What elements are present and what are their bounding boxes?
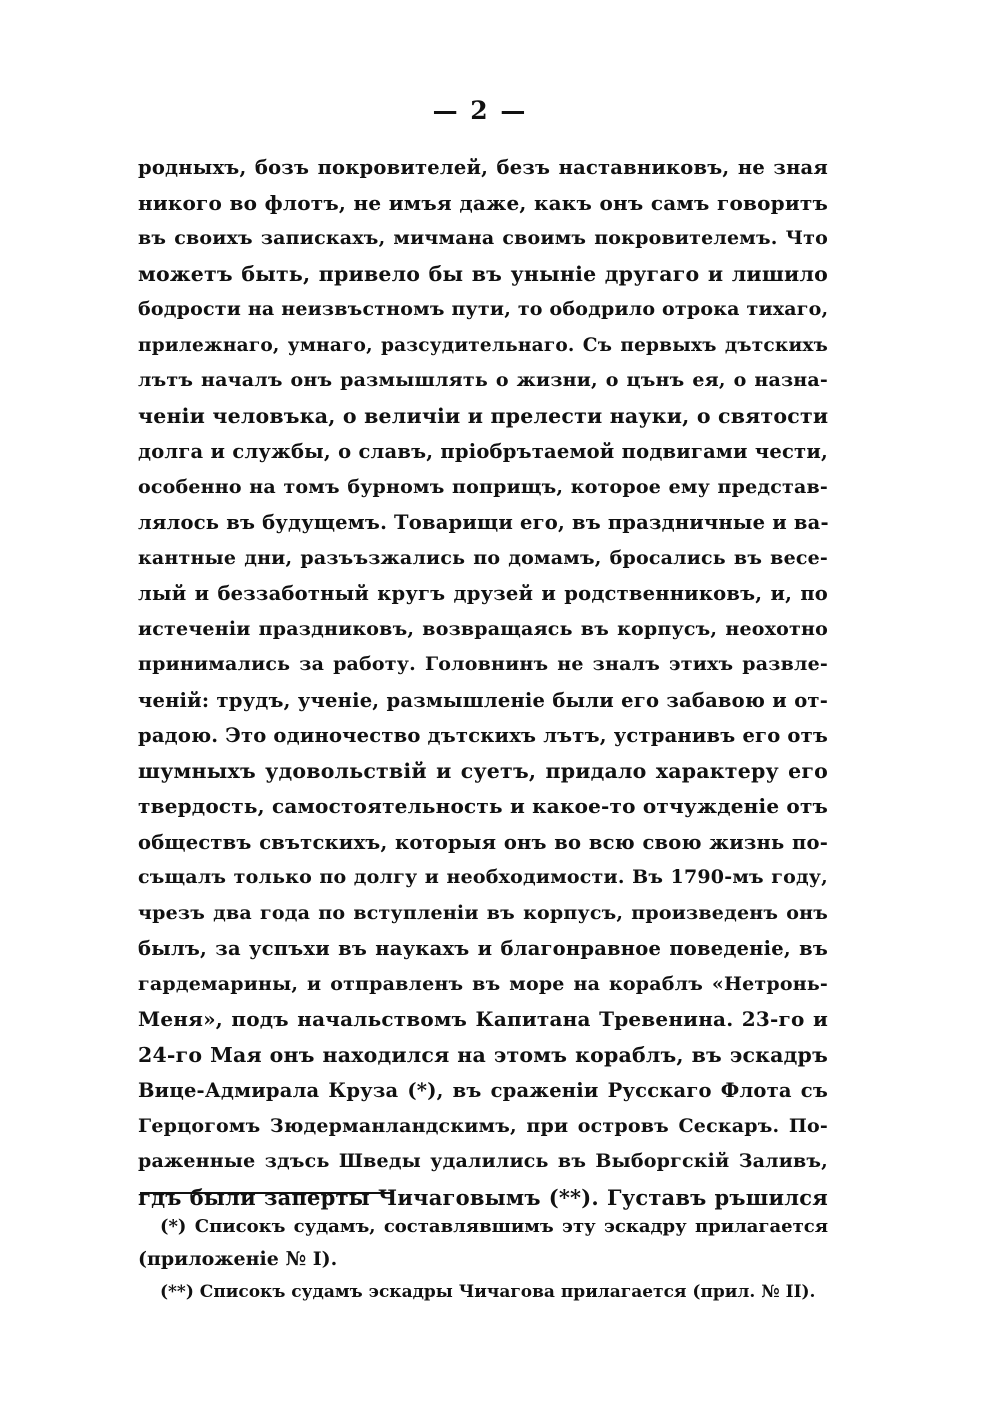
text-line: лялось въ будущемъ. Товарищи его, въ праздничные и ва-	[138, 511, 829, 534]
text-line: кантные дни, разъъзжались по домамъ, бросались въ весе-	[138, 546, 828, 569]
text-line: радою. Это одиночество дътскихъ лътъ, устранивъ его отъ	[138, 724, 829, 747]
text-line: гардемарины, и отправленъ въ море на кораблъ «Нетронь-	[138, 972, 828, 995]
text-line: въ своихъ запискахъ, мичмана своимъ покровителемъ. Что	[138, 227, 828, 249]
text-line: лътъ началъ онъ размышлять о жизни, о цънъ ея, о назна-	[138, 369, 828, 391]
text-line: гдъ были заперты Чичаговымъ (**). Густавъ ръшился	[138, 1184, 828, 1210]
text-line: лый и беззаботный кругъ друзей и родственниковъ, и, по	[138, 582, 828, 605]
footnote-1-continuation: (приложеніе № I).	[138, 1248, 338, 1270]
text-line: можетъ быть, привело бы въ уныніе другаго и лишило	[138, 261, 828, 286]
text-line: обществъ свътскихъ, которыя онъ во всю свою жизнь по-	[138, 830, 828, 854]
text-line: твердость, самостоятельность и какое-то отчужденіе отъ	[138, 794, 829, 818]
text-line: ченіи человъка, о величіи и прелести науки, о святости	[138, 403, 829, 428]
footnote-divider	[140, 1192, 394, 1194]
text-line: същалъ только по долгу и необходимости. Въ 1790-мъ году,	[138, 866, 828, 888]
text-line: раженные здъсь Шведы удалились въ Выборгскій Заливъ,	[138, 1150, 828, 1172]
text-line: бодрости на неизвъстномъ пути, то ободрило отрока тихаго,	[138, 298, 829, 320]
text-line: 24-го Мая онъ находился на этомъ кораблъ, въ эскадръ	[138, 1042, 828, 1067]
footnote-2: (**) Списокъ судамъ эскадры Чичагова прилагается (прил. № II).	[160, 1282, 816, 1302]
text-line: ченій: трудъ, ученіе, размышленіе были его забавою и от-	[138, 688, 828, 712]
text-line: шумныхъ удовольствій и суетъ, придало характеру его	[138, 758, 828, 783]
footnote-1: (*) Списокъ судамъ, составлявшимъ эту эскадру прилагается	[160, 1216, 828, 1237]
text-line: особенно на томъ бурномъ поприщъ, которое ему представ-	[138, 475, 828, 498]
body-text	[138, 150, 828, 1215]
text-line: истеченіи праздниковъ, возвращаясь въ корпусъ, неохотно	[138, 617, 828, 640]
text-line: былъ, за успъхи въ наукахъ и благонравное поведеніе, въ	[138, 937, 828, 960]
footnotes	[138, 1210, 828, 1309]
text-line: чрезъ два года по вступленіи въ корпусъ, произведенъ онъ	[138, 901, 828, 924]
text-line: Вице-Адмирала Круза (*), въ сраженіи Русскаго Флота съ	[138, 1079, 828, 1102]
text-line: прилежнаго, умнаго, разсудительнаго. Съ первыхъ дътскихъ	[138, 334, 828, 356]
page-number: — 2 —	[432, 96, 528, 125]
text-line: никого во флотъ, не имъя даже, какъ онъ самъ говоритъ	[138, 190, 828, 215]
text-line: Герцогомъ Зюдерманландскимъ, при островъ Сескаръ. По-	[138, 1114, 828, 1137]
text-line: родныхъ, бозъ покровителей, безъ наставниковъ, не зная	[138, 156, 828, 179]
text-line: принимались за работу. Головнинъ не зналъ этихъ развле-	[138, 653, 828, 675]
text-line: Меня», подъ начальствомъ Капитана Тревенина. 23-го и	[138, 1007, 828, 1031]
text-line: долга и службы, о славъ, пріобрътаемой подвигами чести,	[138, 440, 828, 463]
